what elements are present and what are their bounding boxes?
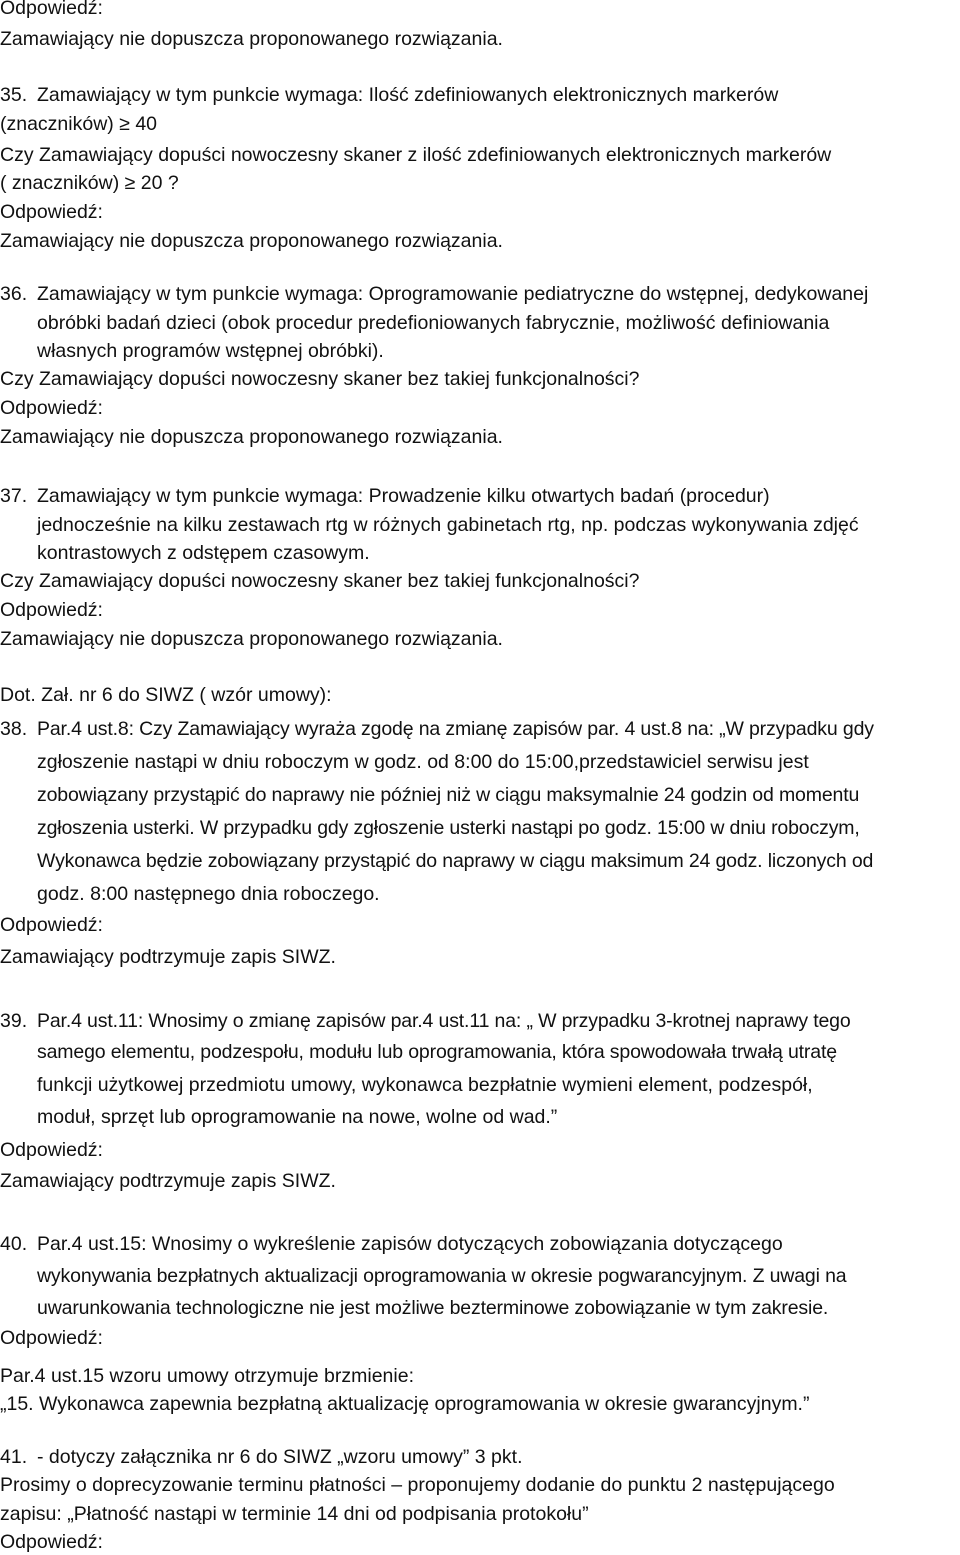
question-line: - dotyczy załącznika nr 6 do SIWZ „wzoru umowy” 3 pkt. (37, 1446, 523, 1468)
question-line: funkcji użytkowej przedmiotu umowy, wykonawca bezpłatnie wymieni element, podzespół, (37, 1074, 813, 1096)
question-line: Zamawiający w tym punkcie wymaga: Ilość zdefiniowanych elektronicznych markerów (37, 84, 779, 106)
question-line: ( znaczników) ≥ 20 ? (0, 172, 179, 194)
answer-label: Odpowiedź: (0, 0, 103, 19)
answer-text: Zamawiający nie dopuszcza proponowanego rozwiązania. (0, 628, 503, 650)
question-line: Zamawiający w tym punkcie wymaga: Oprogramowanie pediatryczne do wstępnej, dedykowanej (37, 283, 869, 305)
question-line: Czy Zamawiający dopuści nowoczesny skaner bez takiej funkcjonalności? (0, 570, 640, 592)
answer-label: Odpowiedź: (0, 914, 103, 936)
question-line: Par.4 ust.15: Wnosimy o wykreślenie zapisów dotyczących zobowiązania dotyczącego (37, 1233, 783, 1255)
question-line: obróbki badań dzieci (obok procedur predefioniowanych fabrycznie, możliwość definiowania (37, 312, 830, 334)
answer-label: Odpowiedź: (0, 1139, 103, 1161)
question-number: 35. (0, 84, 28, 106)
answer-label: Odpowiedź: (0, 599, 103, 621)
answer-text: Zamawiający nie dopuszcza proponowanego rozwiązania. (0, 426, 503, 448)
answer-label: Odpowiedź: (0, 1531, 103, 1553)
question-number: 36. (0, 283, 28, 305)
question-line: własnych programów wstępnej obróbki). (37, 340, 384, 362)
question-line: uwarunkowania technologiczne nie jest możliwe bezterminowe zobowiązanie w tym zakresie. (37, 1297, 829, 1319)
question-number: 41. (0, 1446, 28, 1468)
question-line: Prosimy o doprecyzowanie terminu płatności – proponujemy dodanie do punktu 2 następującego (0, 1474, 835, 1496)
answer-text: Zamawiający nie dopuszcza proponowanego rozwiązania. (0, 230, 503, 252)
section-heading: Dot. Zał. nr 6 do SIWZ ( wzór umowy): (0, 684, 332, 706)
question-number: 38. (0, 718, 28, 740)
question-line: godz. 8:00 następnego dnia roboczego. (37, 883, 380, 905)
question-line: jednocześnie na kilku zestawach rtg w różnych gabinetach rtg, np. podczas wykonywania zdjęć (37, 514, 859, 536)
question-line: zapisu: „Płatność nastąpi w terminie 14 dni od podpisania protokołu” (0, 1503, 589, 1525)
answer-text: Zamawiający podtrzymuje zapis SIWZ. (0, 1170, 336, 1192)
question-line: kontrastowych z odstępem czasowym. (37, 542, 370, 564)
answer-text: Zamawiający podtrzymuje zapis SIWZ. (0, 946, 336, 968)
question-line: zgłoszenie nastąpi w dniu roboczym w godz. od 8:00 do 15:00,przedstawiciel serwisu jest (37, 751, 809, 773)
answer-label: Odpowiedź: (0, 201, 103, 223)
answer-label: Odpowiedź: (0, 1327, 103, 1349)
question-line: (znaczników) ≥ 40 (0, 113, 158, 135)
question-number: 40. (0, 1233, 28, 1255)
answer-line: „15. Wykonawca zapewnia bezpłatną aktualizację oprogramowania w okresie gwarancyjnym.” (0, 1393, 810, 1415)
question-line: Czy Zamawiający dopuści nowoczesny skaner z ilość zdefiniowanych elektronicznych markerów (0, 144, 832, 166)
question-line: Zamawiający w tym punkcie wymaga: Prowadzenie kilku otwartych badań (procedur) (37, 485, 770, 507)
question-line: zobowiązany przystąpić do naprawy nie później niż w ciągu maksymalnie 24 godzin od momentu (37, 784, 860, 806)
question-number: 39. (0, 1010, 28, 1032)
question-line: wykonywania bezpłatnych aktualizacji oprogramowania w okresie pogwarancyjnym. Z uwagi na (37, 1265, 847, 1287)
question-line: Wykonawca będzie zobowiązany przystąpić do naprawy w ciągu maksimum 24 godz. liczonych od (37, 850, 874, 872)
question-line: moduł, sprzęt lub oprogramowanie na nowe, wolne od wad.” (37, 1106, 558, 1128)
question-line: samego elementu, podzespołu, modułu lub oprogramowania, która spowodowała trwałą utratę (37, 1041, 837, 1063)
question-line: Czy Zamawiający dopuści nowoczesny skaner bez takiej funkcjonalności? (0, 368, 640, 390)
question-line: zgłoszenia usterki. W przypadku gdy zgłoszenie usterki nastąpi po godz. 15:00 w dniu roboczym, (37, 817, 860, 839)
answer-label: Odpowiedź: (0, 397, 103, 419)
answer-text: Zamawiający nie dopuszcza proponowanego rozwiązania. (0, 28, 503, 50)
answer-line: Par.4 ust.15 wzoru umowy otrzymuje brzmienie: (0, 1365, 414, 1387)
question-line: Par.4 ust.11: Wnosimy o zmianę zapisów par.4 ust.11 na: „ W przypadku 3-krotnej naprawy tego (37, 1010, 851, 1032)
question-number: 37. (0, 485, 28, 507)
question-line: Par.4 ust.8: Czy Zamawiający wyraża zgodę na zmianę zapisów par. 4 ust.8 na: „W przypadku gdy (37, 718, 874, 740)
